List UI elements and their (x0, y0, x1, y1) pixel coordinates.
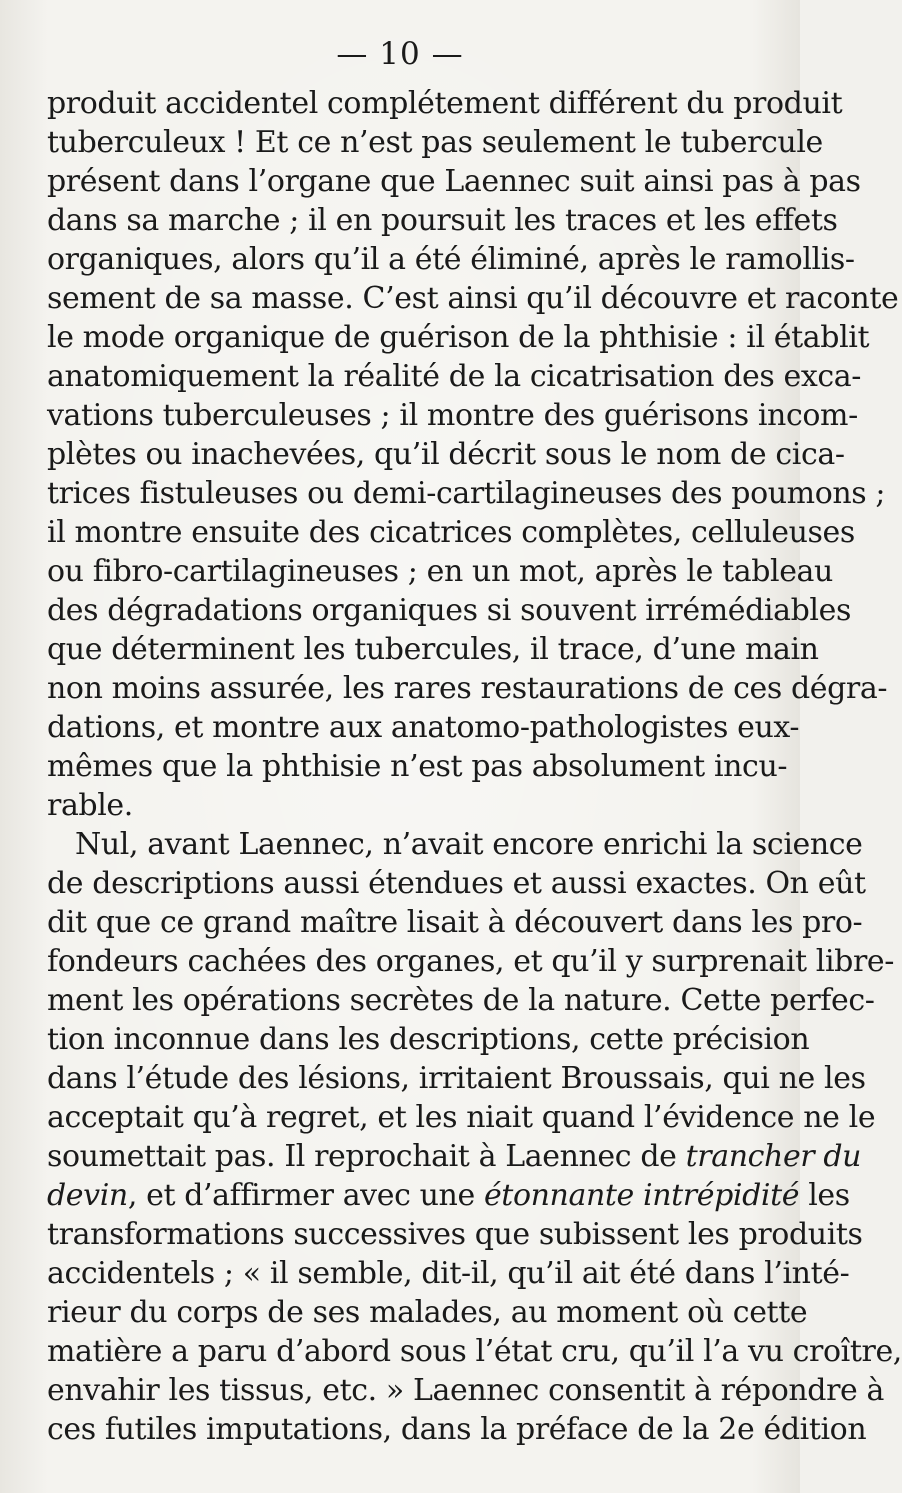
text-line: dans sa marche ; il en poursuit les traces et les effets (47, 203, 838, 238)
text-line: non moins assurée, les rares restaurations de ces dégra- (47, 671, 888, 706)
text-line: acceptait qu’à regret, et les niait quand l’évidence ne le (47, 1100, 876, 1135)
text-line: Nul, avant Laennec, n’avait encore enrichi la science (75, 827, 863, 862)
body-text (47, 84, 902, 1449)
text-line: il montre ensuite des cicatrices complètes, celluleuses (47, 515, 855, 550)
text-line: organiques, alors qu’il a été éliminé, après le ramollis- (47, 242, 855, 277)
text-line: dations, et montre aux anatomo-pathologistes eux- (47, 710, 800, 745)
text-fragment: les (799, 1178, 850, 1213)
text-line: tuberculeux ! Et ce n’est pas seulement le tubercule (47, 125, 823, 160)
text-line: présent dans l’organe que Laennec suit ainsi pas à pas (47, 164, 861, 199)
text-line: sement de sa masse. C’est ainsi qu’il découvre et raconte (47, 281, 899, 316)
text-line-mixed (47, 1137, 862, 1176)
text-line: mêmes que la phthisie n’est pas absolument incu- (47, 749, 788, 784)
text-line: matière a paru d’abord sous l’état cru, qu’il l’a vu croître, (47, 1334, 902, 1369)
text-line: ou fibro-cartilagineuses ; en un mot, après le tableau (47, 554, 833, 589)
text-line: transformations successives que subissent les produits (47, 1217, 863, 1252)
text-line: rable. (47, 788, 133, 823)
text-line: plètes ou inachevées, qu’il décrit sous le nom de cica- (47, 437, 845, 472)
text-line: le mode organique de guérison de la phthisie : il établit (47, 320, 870, 355)
text-line-mixed (47, 1176, 850, 1215)
italic-text: étonnante intrépidité (483, 1178, 800, 1213)
text-line: trices fistuleuses ou demi-cartilagineuses des poumons ; (47, 476, 886, 511)
text-fragment: , et d’affirmer avec une (127, 1178, 484, 1213)
page-number: — 10 — (336, 36, 464, 72)
italic-text: devin (47, 1178, 128, 1213)
text-line: de descriptions aussi étendues et aussi exactes. On eût (47, 866, 866, 901)
text-line: vations tuberculeuses ; il montre des guérisons incom- (47, 398, 858, 433)
text-line: envahir les tissus, etc. » Laennec consentit à répondre à (47, 1373, 885, 1408)
text-line: dit que ce grand maître lisait à découvert dans les pro- (47, 905, 863, 940)
text-line: que déterminent les tubercules, il trace, d’une main (47, 632, 819, 667)
text-line: ces futiles imputations, dans la préface de la 2e édition (47, 1412, 867, 1447)
text-line: tion inconnue dans les descriptions, cette précision (47, 1022, 810, 1057)
italic-text: trancher du (685, 1139, 862, 1174)
text-line: rieur du corps de ses malades, au moment où cette (47, 1295, 808, 1330)
text-line: fondeurs cachées des organes, et qu’il y surprenait libre- (47, 944, 895, 979)
text-line: produit accidentel complétement différent du produit (47, 86, 843, 121)
text-line: ment les opérations secrètes de la nature. Cette perfec- (47, 983, 875, 1018)
text-line: dans l’étude des lésions, irritaient Broussais, qui ne les (47, 1061, 866, 1096)
text-line: anatomiquement la réalité de la cicatrisation des exca- (47, 359, 862, 394)
text-line: des dégradations organiques si souvent irrémédiables (47, 593, 851, 628)
text-fragment: soumettait pas. Il reprochait à Laennec de (47, 1139, 686, 1174)
text-line: accidentels ; « il semble, dit-il, qu’il ait été dans l’inté- (47, 1256, 850, 1291)
